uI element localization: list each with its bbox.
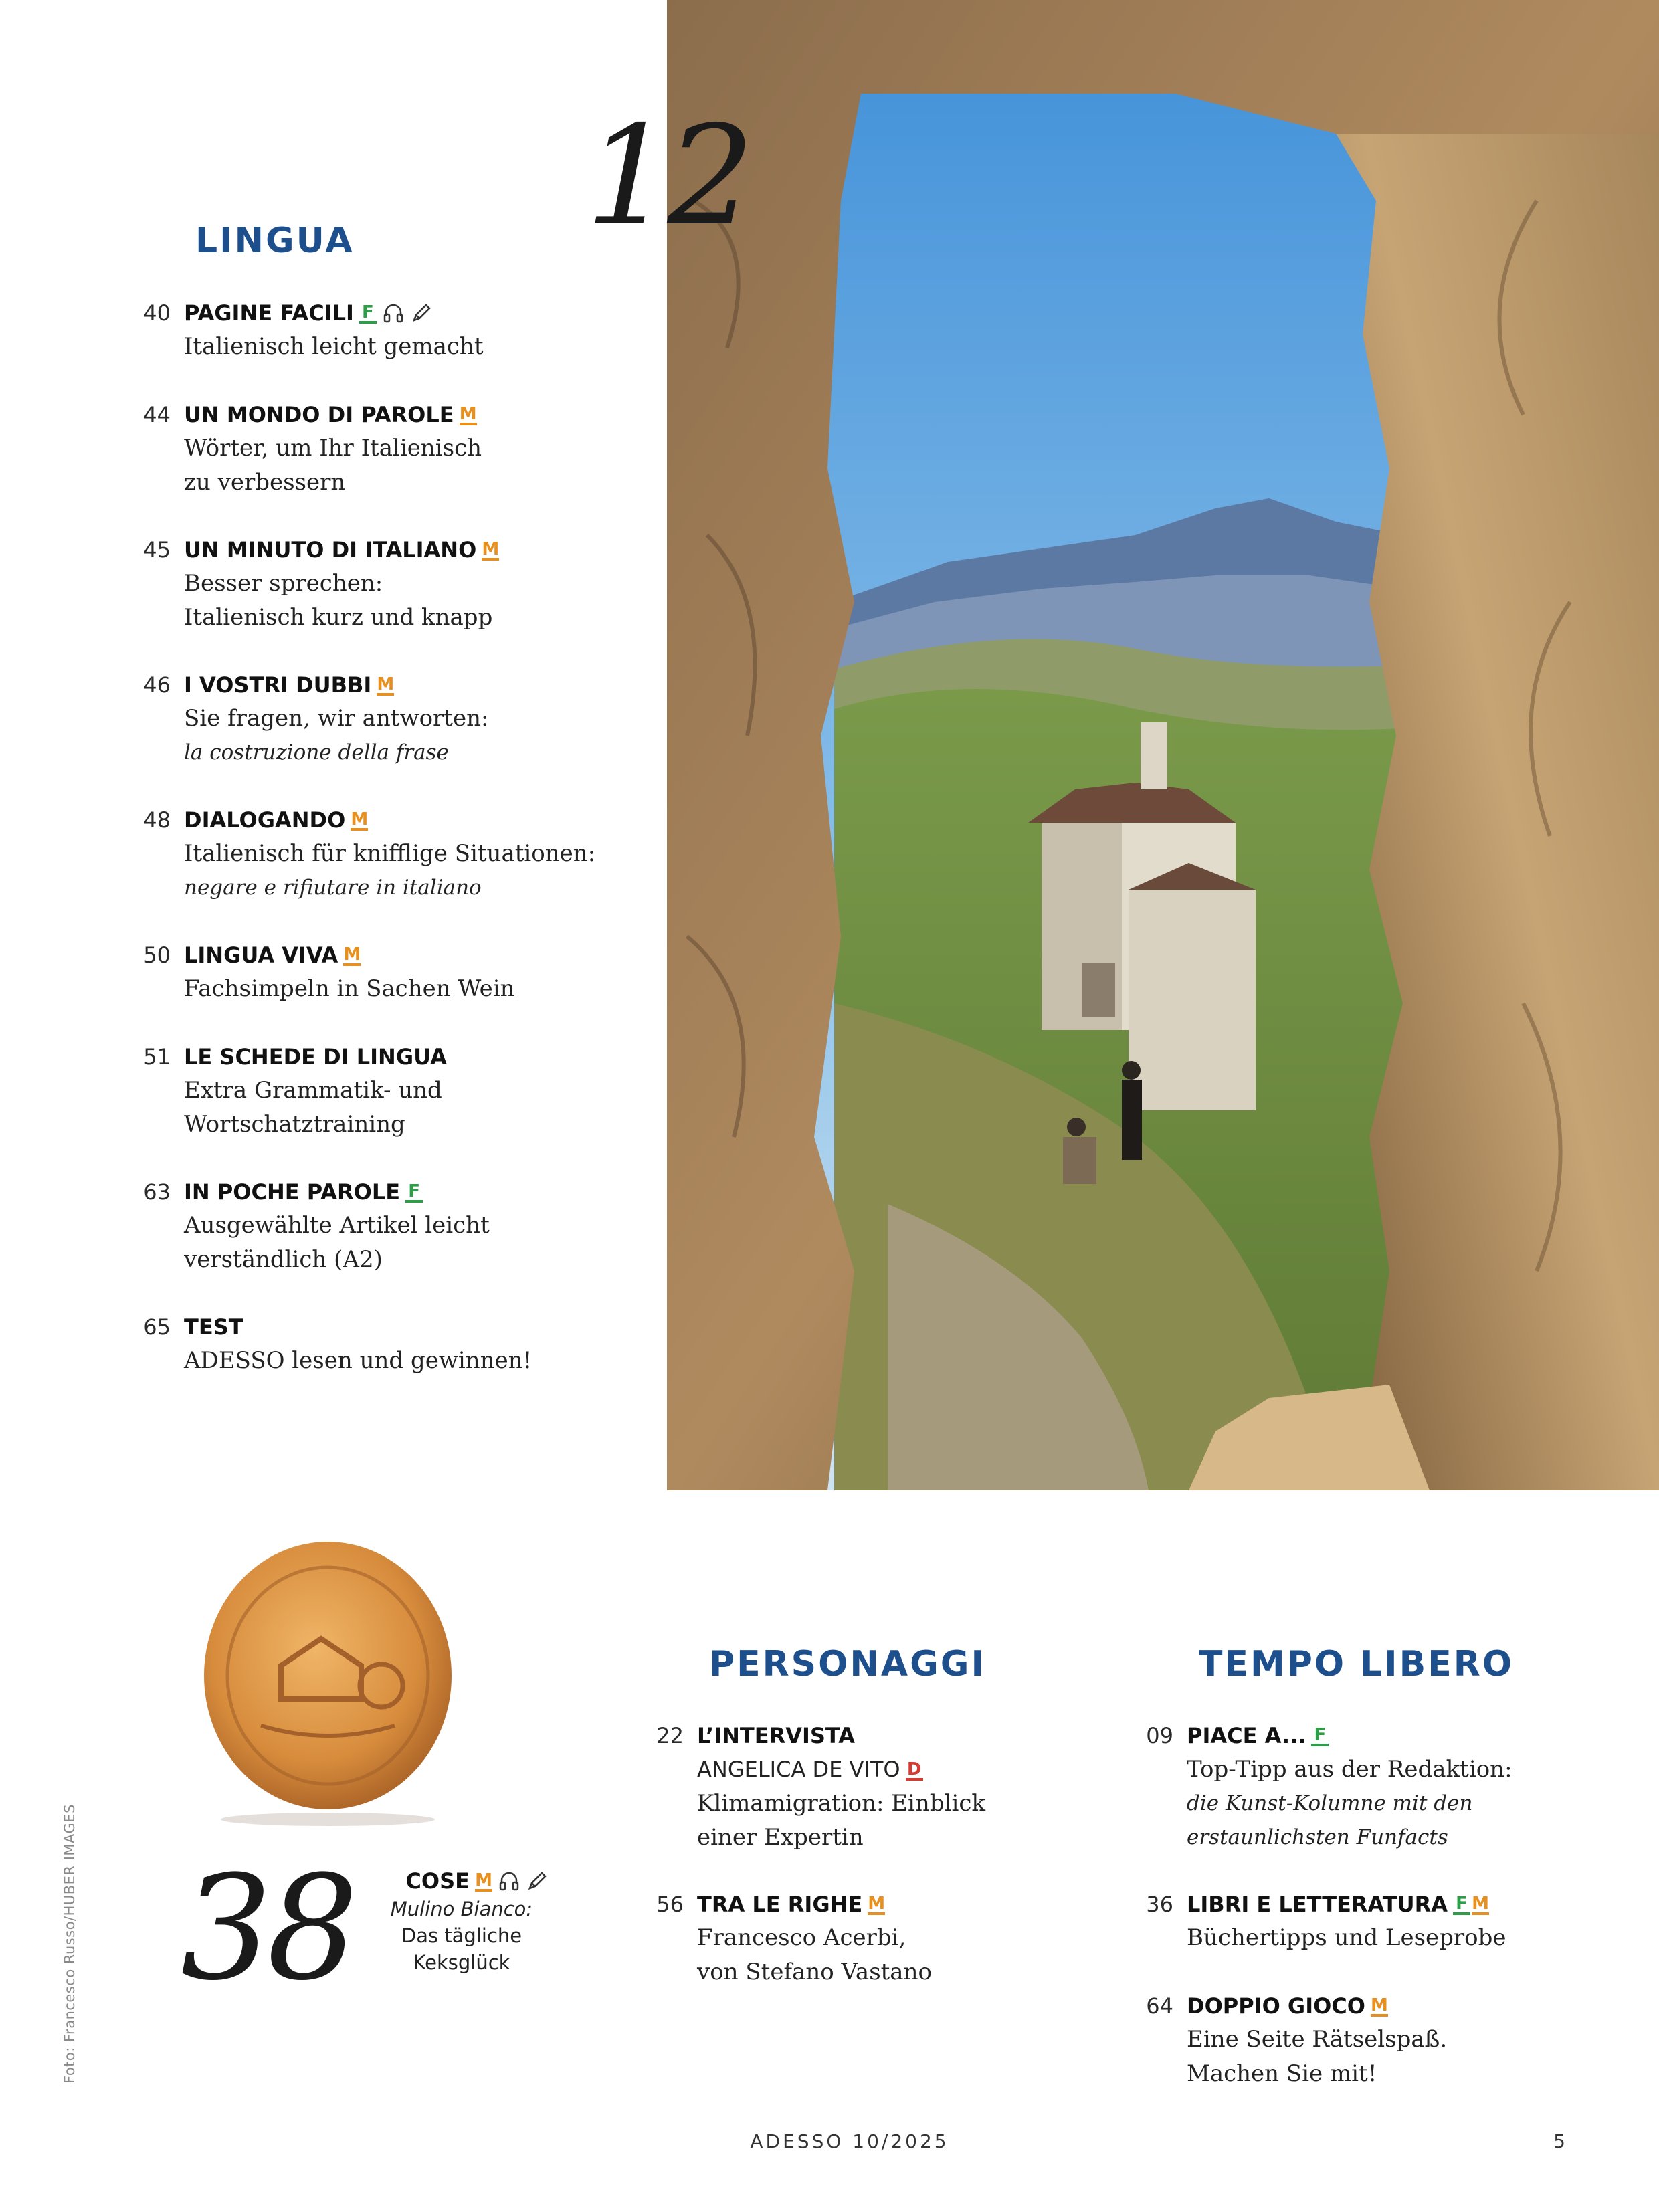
cookie-image [194, 1532, 462, 1826]
entry-title [1187, 1888, 1659, 1921]
footer-magazine-issue: ADESSO 10/2025 [750, 2130, 949, 2152]
level-badge-f: F [1453, 1894, 1470, 1915]
entry-description: ADESSO lesen und gewinnen! [184, 1347, 532, 1374]
level-badge-m: M [475, 1870, 492, 1890]
entry-description: Büchertipps und Leseprobe [1187, 1924, 1506, 1951]
entry-description: Francesco Acerbi, [697, 1924, 906, 1951]
page-number: 64 [1146, 1993, 1173, 2019]
entry-title-text: PIACE A... [1187, 1723, 1306, 1748]
entry-description-italic: die Kunst-Kolumne mit den [1187, 1791, 1473, 1815]
entry-title [184, 668, 679, 702]
level-badge-m: M [868, 1894, 886, 1914]
entry-title-text: LE SCHEDE DI LINGUA [184, 1044, 447, 1070]
entry-description-italic: negare e rifiutare in italiano [184, 876, 482, 900]
page-number: 51 [143, 1044, 171, 1070]
pencil-icon [410, 302, 433, 324]
level-badge-m: M [482, 539, 500, 559]
entry-person-name [697, 1752, 1192, 1787]
entry-title [1187, 1989, 1659, 2023]
entry-description-italic: erstaunlichsten Funfacts [1187, 1825, 1448, 1849]
entry-title [697, 1888, 1192, 1921]
entry-title-text: L’INTERVISTA [697, 1723, 856, 1748]
entry-title-text: DOPPIO GIOCO [1187, 1993, 1365, 2019]
level-badge-m: M [1472, 1894, 1489, 1914]
level-badge-f: F [1311, 1725, 1329, 1746]
entry-description: Extra Grammatik- und [184, 1077, 442, 1104]
entry-description: Sie fragen, wir antworten: [184, 705, 489, 732]
entry-description: Besser sprechen: [184, 570, 383, 597]
page-number: 40 [143, 300, 171, 326]
page-number: 09 [1146, 1723, 1173, 1748]
entry-title [184, 398, 679, 431]
entry-title [184, 1310, 679, 1344]
entry-title [1187, 1719, 1659, 1752]
pencil-icon [526, 1870, 549, 1892]
cose-description-italic: Mulino Bianco: [390, 1898, 533, 1920]
level-badge-m: M [1371, 1995, 1388, 2015]
person-name-text: ANGELICA DE VITO [697, 1756, 900, 1782]
cose-description [375, 1922, 549, 1976]
level-badge-m: M [377, 674, 395, 694]
cose-title [375, 1866, 549, 1896]
footer-page-number: 5 [1553, 2130, 1565, 2152]
entry-description: zu verbessern [184, 469, 346, 496]
entry-description: von Stefano Vastano [697, 1958, 932, 1985]
page-number: 50 [143, 942, 171, 968]
entry-title [184, 1175, 679, 1209]
section-heading-lingua: LINGUA [195, 221, 355, 261]
cover-photo [667, 0, 1659, 1490]
entry-title [184, 1040, 679, 1074]
section-heading-personaggi: PERSONAGGI [709, 1644, 986, 1684]
entry-description: Fachsimpeln in Sachen Wein [184, 975, 515, 1002]
page-number: 36 [1146, 1892, 1173, 1917]
page-number: 63 [143, 1179, 171, 1205]
entry-title-text: IN POCHE PAROLE [184, 1179, 401, 1205]
cose-description-line: Keksglück [413, 1951, 510, 1974]
entry-description: Italienisch für knifflige Situationen: [184, 840, 596, 867]
entry-title-text: LIBRI E LETTERATURA [1187, 1892, 1448, 1917]
headphones-icon [382, 302, 405, 324]
page-number: 45 [143, 537, 171, 563]
page-number: 44 [143, 402, 171, 427]
level-badge-d: D [906, 1759, 923, 1781]
level-badge-f: F [405, 1181, 423, 1203]
headphones-icon [498, 1870, 520, 1892]
entry-title [184, 803, 679, 837]
entry-description: Eine Seite Rätselspaß. [1187, 2026, 1448, 2053]
entry-title-text: DIALOGANDO [184, 807, 346, 833]
page-number: 56 [656, 1892, 684, 1917]
page-number: 46 [143, 672, 171, 698]
entry-description: Top-Tipp aus der Redaktion: [1187, 1756, 1512, 1783]
entry-description: Italienisch leicht gemacht [184, 333, 484, 360]
level-badge-f: F [359, 302, 377, 324]
entry-description-italic: la costruzione della frase [184, 740, 449, 765]
entry-title [184, 938, 679, 972]
cose-title-text: COSE [405, 1868, 470, 1894]
entry-description: Italienisch kurz und knapp [184, 604, 493, 631]
entry-description: Wortschatztraining [184, 1111, 405, 1138]
level-badge-m: M [343, 944, 361, 965]
page-number: 22 [656, 1723, 684, 1748]
page-number: 48 [143, 807, 171, 833]
feature-number-top: 12 [585, 97, 749, 256]
section-heading-tempo-libero: TEMPO LIBERO [1199, 1644, 1515, 1684]
level-badge-m: M [351, 809, 369, 829]
entry-title-text: LINGUA VIVA [184, 942, 338, 968]
entry-description: Machen Sie mit! [1187, 2060, 1377, 2087]
entry-title [697, 1719, 1192, 1752]
entry-description: einer Expertin [697, 1824, 864, 1851]
entry-title-text: I VOSTRI DUBBI [184, 672, 372, 698]
entry-title-text: PAGINE FACILI [184, 300, 354, 326]
page-number: 65 [143, 1314, 171, 1340]
entry-description: Ausgewählte Artikel leicht [184, 1212, 490, 1239]
cose-feature[interactable] [375, 1866, 549, 1976]
entry-title-text: UN MONDO DI PAROLE [184, 402, 454, 427]
entry-title [184, 533, 679, 567]
feature-number-cookie: 38 [181, 1844, 353, 2012]
level-badge-m: M [459, 404, 477, 424]
entry-title-text: TRA LE RIGHE [697, 1892, 863, 1917]
entry-title-text: UN MINUTO DI ITALIANO [184, 537, 477, 563]
entry-description: Klimamigration: Einblick [697, 1790, 985, 1817]
entry-title-text: TEST [184, 1314, 243, 1340]
photo-credit: Foto: Francesco Russo/HUBER IMAGES [62, 1804, 78, 2084]
entry-description: verständlich (A2) [184, 1246, 383, 1273]
entry-description: Wörter, um Ihr Italienisch [184, 435, 482, 462]
cose-description-line: Das tägliche [401, 1924, 522, 1947]
entry-title [184, 296, 679, 330]
